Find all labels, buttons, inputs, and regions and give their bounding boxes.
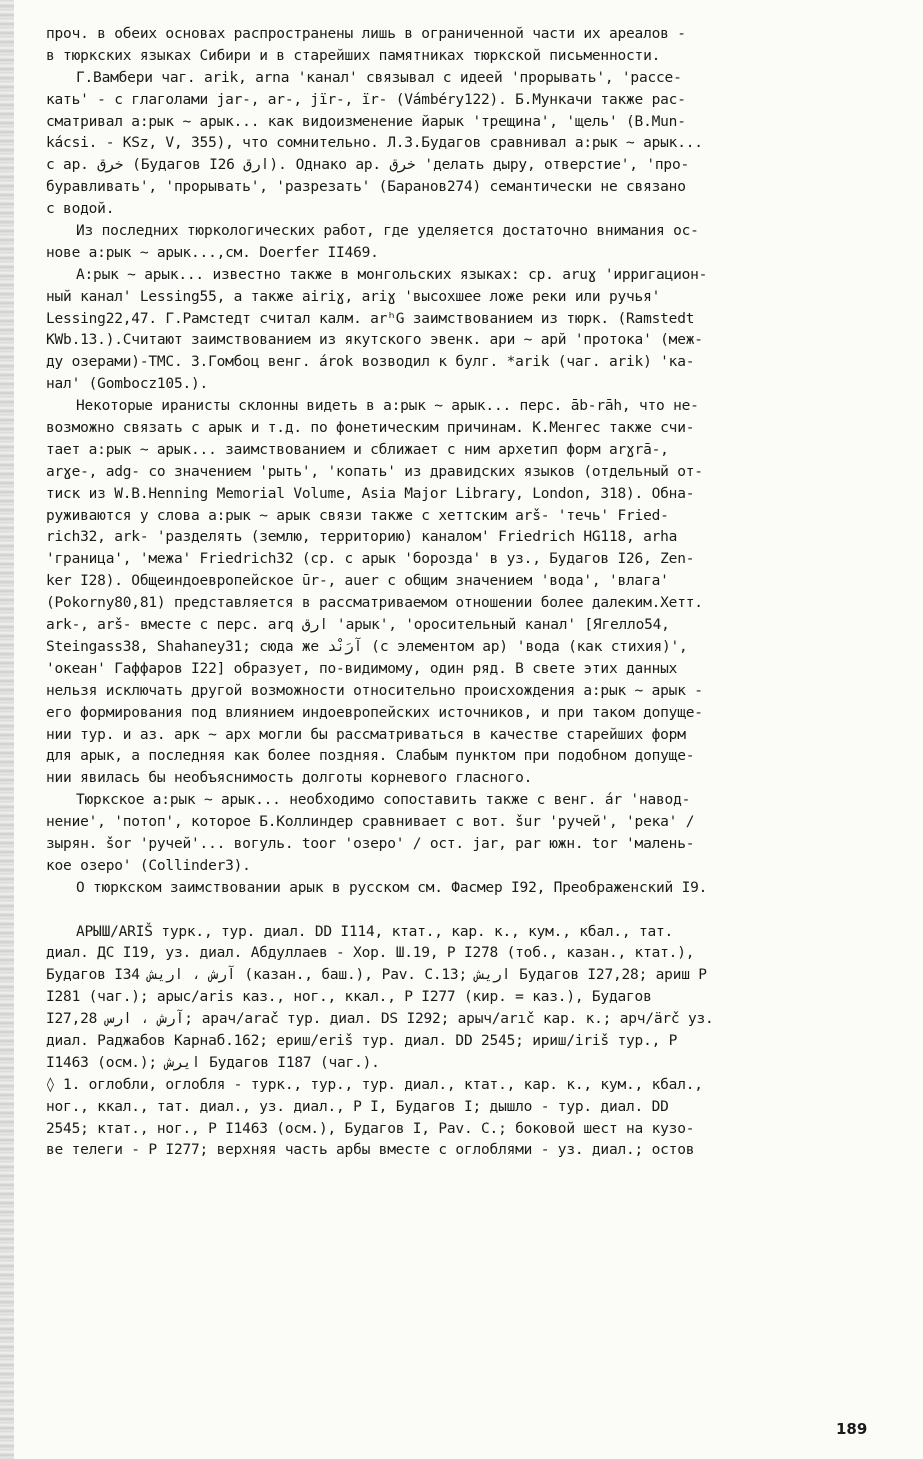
text-line: АРЫШ/ARIŠ турк., тур. диал. DD I114, ктат., кар. к., кум., кбал., тат. bbox=[76, 923, 674, 940]
text-line: ног., ккал., тат. диал., уз. диал., Р I, Будагов I; дышло - тур. диал. DD bbox=[46, 1098, 669, 1115]
text-line: зырян. šor 'ручей'... вогуль. toor 'озеро' / ост. jar, par южн. tor 'малень- bbox=[46, 835, 695, 852]
text-line: сматривал а:рык ~ арык... как видоизменение йарык 'трещина', 'щель' (B.Mun- bbox=[46, 113, 686, 130]
text-line: I1463 (осм.); ايرش Будагов I187 (чаг.). bbox=[46, 1054, 380, 1071]
text-line: буравливать', 'прорывать', 'разрезать' (Баранов274) семантически не связано bbox=[46, 179, 686, 196]
text-line: ark-, arš- вместе с перс. arq ارق 'арык', 'оросительный канал' [Ягелло54, bbox=[46, 617, 670, 634]
text-line: нал' (Gombocz105.). bbox=[46, 376, 209, 393]
text-line: возможно связать с арык и т.д. по фонетическим причинам. К.Менгес также счи- bbox=[46, 420, 695, 437]
text-line: I281 (чаг.); арыс/aris каз., ног., ккал., Р I277 (кир. = каз.), Будагов bbox=[46, 989, 652, 1006]
text-line: (Pokorny80,81) представляется в рассматриваемом отношении более далеким.Хетт. bbox=[46, 595, 703, 612]
binding-edge bbox=[0, 0, 14, 1459]
text-line: Steingass38, Shahaney31; сюда же آرَنْد (с элементом ар) 'вода (как стихия)', bbox=[46, 638, 688, 655]
text-line: I27,28 آرش ، ارس; арач/arač тур. диал. DS I292; арыч/arıč кар. к.; арч/ärč уз. bbox=[46, 1011, 714, 1028]
text-line: Г.Вамбери чаг. arik, arna 'канал' связывал с идеей 'прорывать', 'рассе- bbox=[76, 69, 682, 86]
text-line: его формирования под влиянием индоевропейских источников, и при таком допуще- bbox=[46, 704, 703, 721]
text-line: Некоторые иранисты склонны видеть в а:рык ~ арык... перс. āb-rāh, что не- bbox=[76, 398, 699, 415]
text-line: KWb.13.).Считают заимствованием из якутского эвенк. ари ~ арй 'протока' (меж- bbox=[46, 332, 703, 349]
text-line: Lessing22,47. Г.Рамстедт считал калм. arʰG заимствованием из тюрк. (Ramstedt bbox=[46, 310, 695, 327]
text-line: О тюркском заимствовании арык в русском см. Фасмер I92, Преображенский I9. bbox=[76, 879, 708, 896]
text-line: kácsi. - KSz, V, 355), что сомнительно. Л.З.Будагов сравнивал а:рык ~ арык... bbox=[46, 135, 703, 152]
text-line: ве телеги - Р I277; верхняя часть арбы вместе с оглоблями - уз. диал.; остов bbox=[46, 1142, 695, 1159]
text-line: rich32, ark- 'разделять (землю, территорию) каналом' Friedrich HG118, arha bbox=[46, 529, 678, 546]
text-line: Тюркское а:рык ~ арык... необходимо сопоставить также с венг. ár 'навод- bbox=[76, 792, 691, 809]
text-line: ker I28). Общеиндоевропейское ūr-, auer с общим значением 'вода', 'влага' bbox=[46, 573, 669, 590]
text-line: проч. в обеих основах распространены лишь в ограниченной части их ареалов - bbox=[46, 26, 686, 42]
text-line: ду озерами)-ТМС. З.Гомбоц венг. árok возводил к булг. *arik (чаг. arik) 'ка- bbox=[46, 354, 695, 371]
text-line: 'граница', 'межа' Friedrich32 (ср. с арык 'борозда' в уз., Будагов I26, Zen- bbox=[46, 551, 695, 568]
text-line: ный канал' Lessing55, а также airiɣ, ariɣ 'высохшее ложе реки или ручья' bbox=[46, 288, 661, 305]
text-line: нии тур. и аз. арк ~ арх могли бы рассматриваться в качестве старейших форм bbox=[46, 726, 686, 743]
text-line: с водой. bbox=[46, 201, 115, 218]
text-body bbox=[46, 24, 886, 1162]
text-line: 'океан' Гаффаров I22] образует, по-видимому, один ряд. В свете этих данных bbox=[46, 660, 678, 677]
page-number: 189 bbox=[836, 1420, 868, 1438]
text-line: кать' - с глаголами jar-, ar-, jïr-, ïr- (Vámbéry122). Б.Мункачи также рас- bbox=[46, 91, 686, 108]
text-line: кое озеро' (Collinder3). bbox=[46, 857, 251, 874]
text-line: нии явилась бы необъяснимость долготы корневого гласного. bbox=[46, 770, 533, 787]
text-line: Будагов I34 آرش ، اريش (казан., баш.), Pav. C.13; اريش Будагов I27,28; ариш P bbox=[46, 967, 707, 984]
text-line: нение', 'потоп', которое Б.Коллиндер сравнивает с вот. šur 'ручей', 'река' / bbox=[46, 814, 695, 831]
text-line: ◊ 1. оглобли, оглобля - турк., тур., тур. диал., ктат., кар. к., кум., кбал., bbox=[46, 1076, 703, 1093]
text-line: arɣe-, adg- со значением 'рыть', 'копать' из дравидских языков (отдельный от- bbox=[46, 463, 703, 480]
text-line: А:рык ~ арык... известно также в монгольских языках: ср. aruɣ 'ирригацион- bbox=[76, 266, 708, 283]
text-line: 2545; ктат., ног., Р I1463 (осм.), Будагов I, Pav. C.; боковой шест на кузо- bbox=[46, 1120, 695, 1137]
text-line: тает а:рык ~ арык... заимствованием и сближает с ним архетип форм arɣrā-, bbox=[46, 441, 669, 458]
text-line: нове а:рык ~ арык...,см. Doerfer II469. bbox=[46, 244, 379, 261]
text-line: тиск из W.B.Henning Memorial Volume, Asia Major Library, London, 318). Обна- bbox=[46, 485, 695, 502]
text-line: Из последних тюркологических работ, где уделяется достаточно внимания ос- bbox=[76, 223, 699, 240]
text-line bbox=[46, 900, 886, 922]
text-line: руживаются у слова а:рык ~ арык связи также с хеттским arš- 'течь' Fried- bbox=[46, 507, 669, 524]
text-line: в тюркских языках Сибири и в старейших памятниках тюркской письменности. bbox=[46, 47, 661, 64]
text-line: с ар. خرق (Будагов I26 ارق). Однако ар. خرق 'делать дыру, отверстие', 'про- bbox=[46, 157, 690, 174]
text-line: нельзя исключать другой возможности относительно происхождения а:рык ~ арык - bbox=[46, 682, 703, 699]
text-line: для арык, а последняя как более поздняя. Слабым пунктом при подобном допуще- bbox=[46, 748, 695, 765]
text-line: диал. Раджабов Карнаб.162; ериш/eriš тур. диал. DD 2545; ириш/iriš тур., Р bbox=[46, 1032, 678, 1049]
text-line: диал. ДС I19, уз. диал. Абдуллаев - Хор. Ш.19, Р I278 (тоб., казан., ктат.), bbox=[46, 945, 695, 962]
